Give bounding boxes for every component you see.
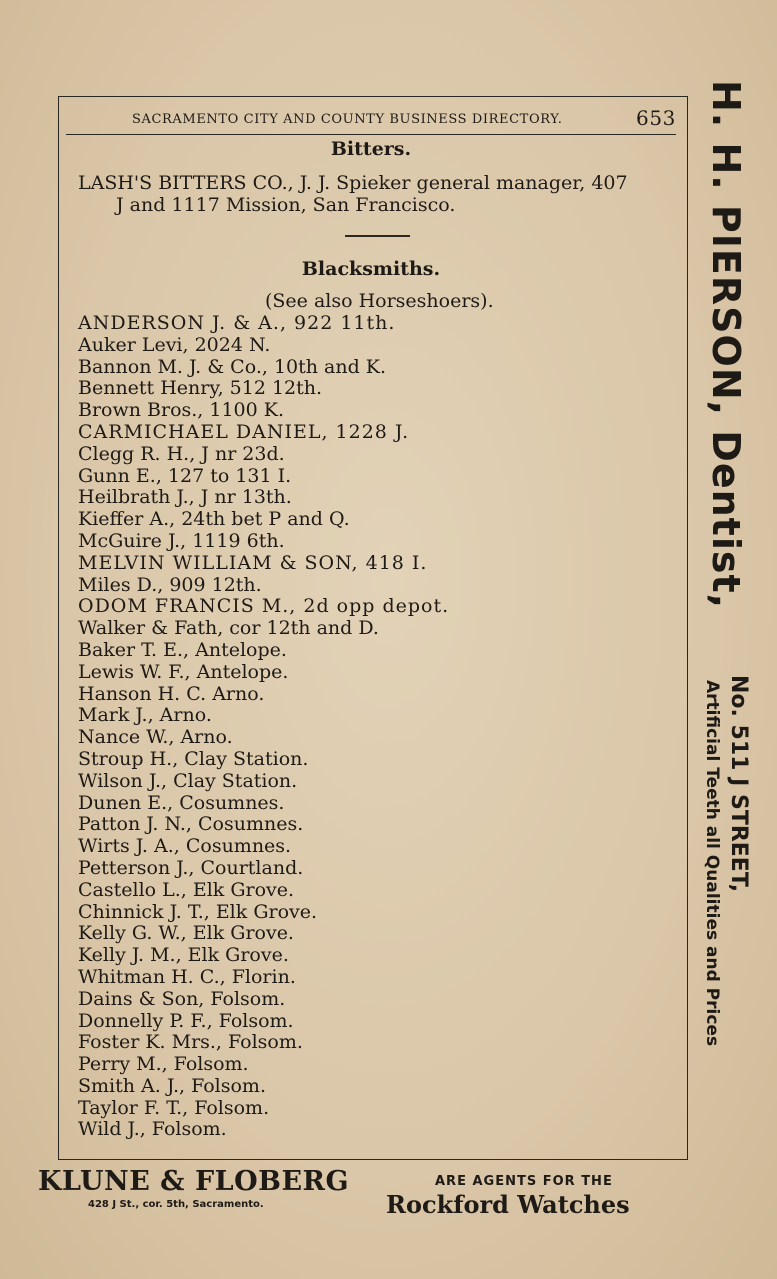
directory-entry: Auker Levi, 2024 N.	[78, 333, 271, 356]
footer-firm-address: 428 J St., cor. 5th, Sacramento.	[88, 1199, 264, 1210]
directory-entry: Smith A. J., Folsom.	[78, 1074, 266, 1097]
directory-entry: Lewis W. F., Antelope.	[78, 660, 289, 683]
section-heading-blacksmiths: Blacksmiths.	[301, 258, 441, 280]
footer-agents-text: ARE AGENTS FOR THE	[435, 1174, 613, 1189]
directory-entry: Baker T. E., Antelope.	[78, 638, 287, 661]
directory-entry: McGuire J., 1119 6th.	[78, 529, 285, 552]
directory-entry: Kelly G. W., Elk Grove.	[78, 922, 294, 945]
footer-product-name: Rockford Watches	[386, 1190, 630, 1219]
directory-entry: Patton J. N., Cosumnes.	[78, 813, 304, 836]
directory-entry: Foster K. Mrs., Folsom.	[78, 1031, 303, 1054]
bitters-entry-line: J and 1117 Mission, San Francisco.	[116, 194, 456, 216]
bitters-entry-line: LASH'S BITTERS CO., J. J. Spieker general manager, 407	[78, 172, 628, 194]
dentist-address: No. 511 J STREET,	[726, 675, 751, 893]
directory-entry: ANDERSON J. & A., 922 11th.	[78, 312, 396, 334]
dentist-name: H. H. PIERSON, Dentist,	[704, 80, 748, 610]
page-number: 653	[636, 106, 676, 130]
directory-entry: Brown Bros., 1100 K.	[78, 399, 285, 422]
directory-entry: CARMICHAEL DANIEL, 1228 J.	[78, 420, 410, 443]
directory-entry: MELVIN WILLIAM & SON, 418 I.	[78, 551, 428, 574]
directory-entry: Gunn E., 127 to 131 I.	[78, 464, 292, 487]
directory-entry: Heilbrath J., J nr 13th.	[78, 486, 292, 509]
directory-entry: Donnelly P. F., Folsom.	[78, 1009, 294, 1032]
directory-entry: Kelly J. M., Elk Grove.	[78, 944, 289, 967]
directory-entry: Wild J., Folsom.	[78, 1118, 227, 1141]
directory-entry: Walker & Fath, cor 12th and D.	[78, 617, 379, 640]
blacksmiths-list	[78, 313, 638, 1141]
footer-advertisement	[38, 1166, 688, 1226]
directory-entry: Hanson H. C. Arno.	[78, 682, 265, 705]
directory-title: SACRAMENTO CITY AND COUNTY BUSINESS DIRECTORY.	[132, 112, 563, 127]
bitters-entry	[78, 172, 683, 216]
directory-entry: Dains & Son, Folsom.	[78, 987, 286, 1010]
directory-entry: Nance W., Arno.	[78, 726, 233, 749]
directory-entry: Stroup H., Clay Station.	[78, 747, 309, 770]
directory-entry: Bannon M. J. & Co., 10th and K.	[78, 355, 387, 378]
section-divider	[345, 235, 410, 237]
directory-entry: Chinnick J. T., Elk Grove.	[78, 900, 318, 923]
directory-entry: Whitman H. C., Florin.	[78, 965, 296, 988]
directory-entry: Bennett Henry, 512 12th.	[78, 377, 323, 400]
directory-entry: Perry M., Folsom.	[78, 1053, 249, 1076]
directory-entry: ODOM FRANCIS M., 2d opp depot.	[78, 595, 450, 618]
directory-entry: Kieffer A., 24th bet P and Q.	[78, 508, 350, 531]
directory-entry: Castello L., Elk Grove.	[78, 878, 295, 901]
directory-entry: Dunen E., Cosumnes.	[78, 791, 285, 814]
directory-entry: Mark J., Arno.	[78, 704, 212, 727]
directory-entry: Taylor F. T., Folsom.	[78, 1096, 270, 1119]
running-header	[66, 108, 676, 135]
directory-entry: Miles D., 909 12th.	[78, 573, 262, 596]
section-heading-bitters: Bitters.	[330, 138, 412, 160]
side-advertisement	[700, 80, 770, 1200]
directory-entry: Wilson J., Clay Station.	[78, 769, 298, 792]
directory-entry: Clegg R. H., J nr 23d.	[78, 442, 285, 465]
see-also-note: (See also Horseshoers).	[265, 290, 494, 312]
directory-entry: Petterson J., Courtland.	[78, 856, 304, 879]
footer-firm-name: KLUNE & FLOBERG	[38, 1166, 350, 1197]
directory-entry: Wirts J. A., Cosumnes.	[78, 835, 292, 858]
dentist-tagline: Artificial Teeth all Qualities and Prices	[702, 680, 722, 1047]
